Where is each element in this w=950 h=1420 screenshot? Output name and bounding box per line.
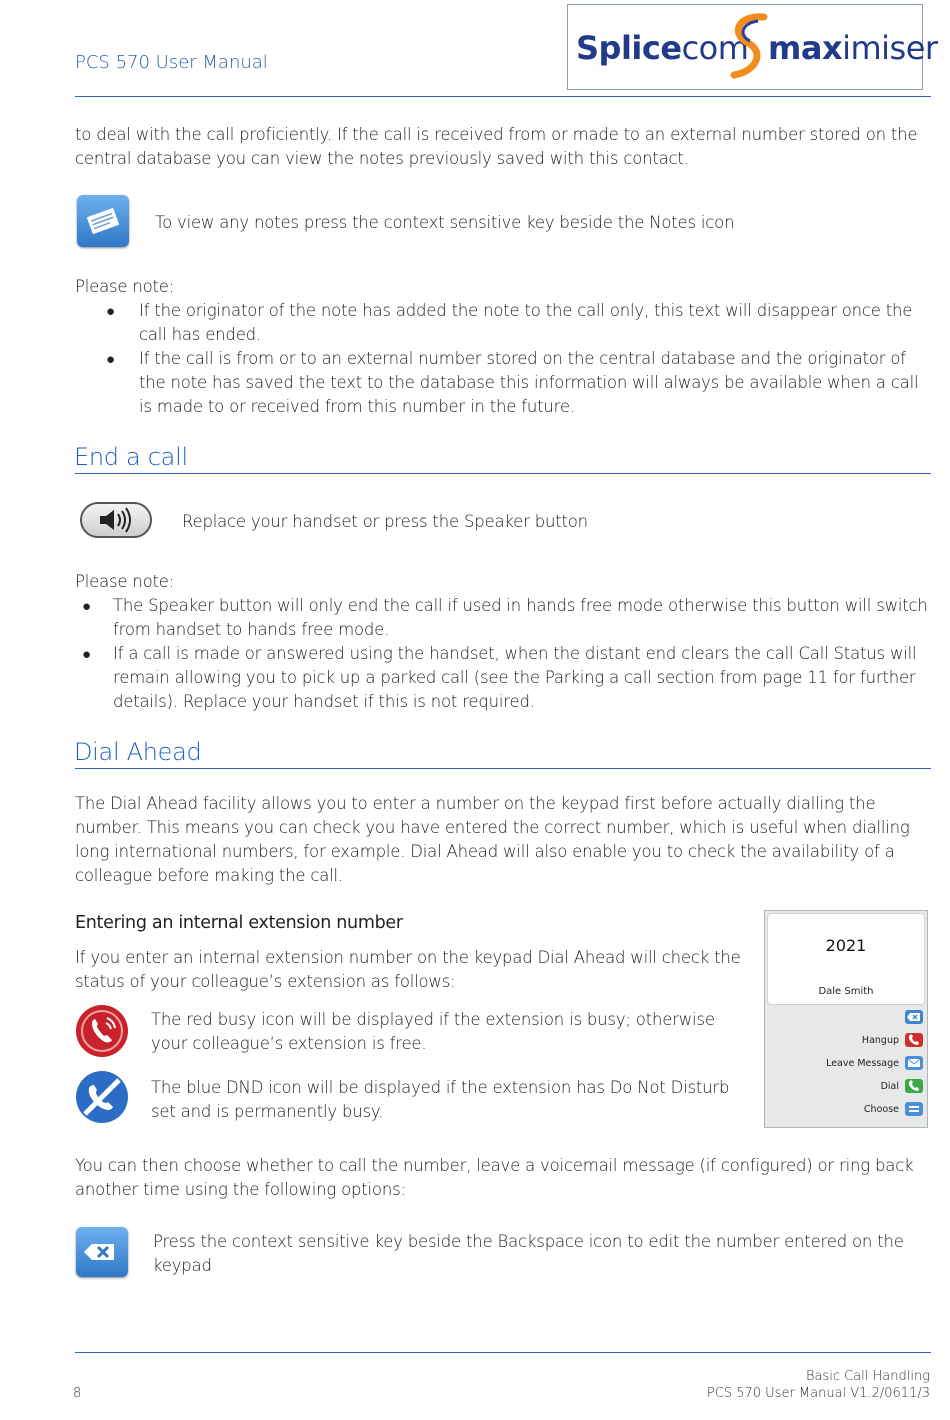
phone-display-screenshot — [764, 910, 928, 1128]
section-heading-dial-ahead: Dial Ahead — [74, 738, 202, 766]
section-rule — [75, 473, 931, 474]
intro-please-note: Please note: — [75, 277, 175, 296]
bullet-dot: ● — [106, 302, 116, 320]
footer-section: Basic Call Handling — [805, 1369, 930, 1384]
intro-bullet-1: If the originator of the note has added the note to the call only, this text will disappear once the call has ended. — [139, 301, 913, 344]
subheading-internal-extension: Entering an internal extension number — [75, 913, 403, 933]
end-call-bullet-2: If a call is made or answered using the handset, when the distant end clears the call Call Status will remain allowing you to pick up a parked call (see the Parking a call section from page 11 for further details). Replace your handset if this is not required. — [113, 644, 917, 711]
end-call-bullet-1: The Speaker button will only end the call if used in hands free mode otherwise this button will switch from handset to hands free mode. — [113, 596, 928, 639]
end-call-instruction: Replace your handset or press the Speaker button — [182, 512, 588, 531]
notes-icon — [77, 195, 129, 247]
dial-ahead-paragraph: The Dial Ahead facility allows you to enter a number on the keypad first before actually dialling the number. This means you can check you have entered the correct number, which is useful when dialling long international numbers, for example. Dial Ahead will also enable you to check the availability of a colleague before making the call. — [75, 794, 910, 885]
busy-icon-description: The red busy icon will be displayed if the extension is busy; otherwise your colleague’s extension is free. — [151, 1010, 715, 1053]
options-paragraph: You can then choose whether to call the number, leave a voicemail message (if configured) or ring back another time using the following options: — [75, 1156, 914, 1199]
choose-icon — [905, 1102, 923, 1116]
page-number: 8 — [73, 1386, 82, 1401]
end-call-please-note: Please note: — [75, 572, 175, 591]
section-heading-end-call: End a call — [74, 443, 188, 471]
backspace-icon — [76, 1227, 128, 1277]
bullet-dot: ● — [82, 597, 92, 615]
contact-name: Dale Smith — [818, 986, 874, 997]
dnd-icon-description: The blue DND icon will be displayed if the extension has Do Not Disturb set and is permanently busy. — [151, 1078, 730, 1121]
splicecom-maximiser-logo — [567, 4, 938, 90]
notes-instruction: To view any notes press the context sensitive key beside the Notes icon — [155, 213, 735, 232]
header-title: PCS 570 User Manual — [75, 52, 268, 73]
softkey-leave-message[interactable] — [826, 1056, 923, 1070]
dial-icon — [905, 1079, 923, 1093]
softkey-label-dial: Dial — [880, 1080, 899, 1092]
softkey-dial[interactable] — [881, 1079, 923, 1093]
speaker-button-icon — [80, 502, 152, 538]
intro-paragraph: to deal with the call proficiently. If the call is received from or made to an external number stored on the central database you can view the notes previously saved with this contact. — [75, 125, 918, 168]
footer-doc-version: PCS 570 User Manual V1.2/0611/3 — [706, 1386, 930, 1401]
dialled-number: 2021 — [825, 936, 867, 955]
dnd-icon — [75, 1070, 129, 1124]
bullet-dot: ● — [82, 645, 92, 663]
softkey-label-choose: Choose — [863, 1103, 899, 1115]
backspace-description: Press the context sensitive key beside the Backspace icon to edit the number entered on the keypad — [153, 1232, 904, 1275]
softkey-label-hangup: Hangup — [861, 1034, 899, 1046]
logo-splicecom-text: Splicecom — [576, 29, 749, 67]
busy-icon — [75, 1004, 129, 1058]
hangup-icon — [905, 1033, 923, 1047]
softkey-label-leave-message: Leave Message — [826, 1057, 899, 1069]
internal-extension-paragraph: If you enter an internal extension number on the keypad Dial Ahead will check the status of your colleague’s extension as follows: — [75, 948, 741, 991]
envelope-icon — [905, 1056, 923, 1070]
softkey-choose[interactable] — [864, 1102, 923, 1116]
backspace-icon — [905, 1010, 923, 1024]
softkey-backspace[interactable] — [905, 1010, 923, 1024]
logo-maximiser-text: maximiser — [768, 29, 938, 67]
bullet-dot: ● — [106, 350, 116, 368]
section-rule — [75, 768, 931, 769]
header-rule — [75, 96, 931, 97]
footer-rule — [75, 1352, 931, 1353]
intro-bullet-2: If the call is from or to an external number stored on the central database and the originator of the note has saved the text to the database this information will always be available when a call is made to or received from this number in the future. — [139, 349, 919, 416]
phone-call-area — [767, 913, 925, 1005]
softkey-hangup[interactable] — [862, 1033, 923, 1047]
logo-swoosh-icon — [728, 11, 772, 81]
